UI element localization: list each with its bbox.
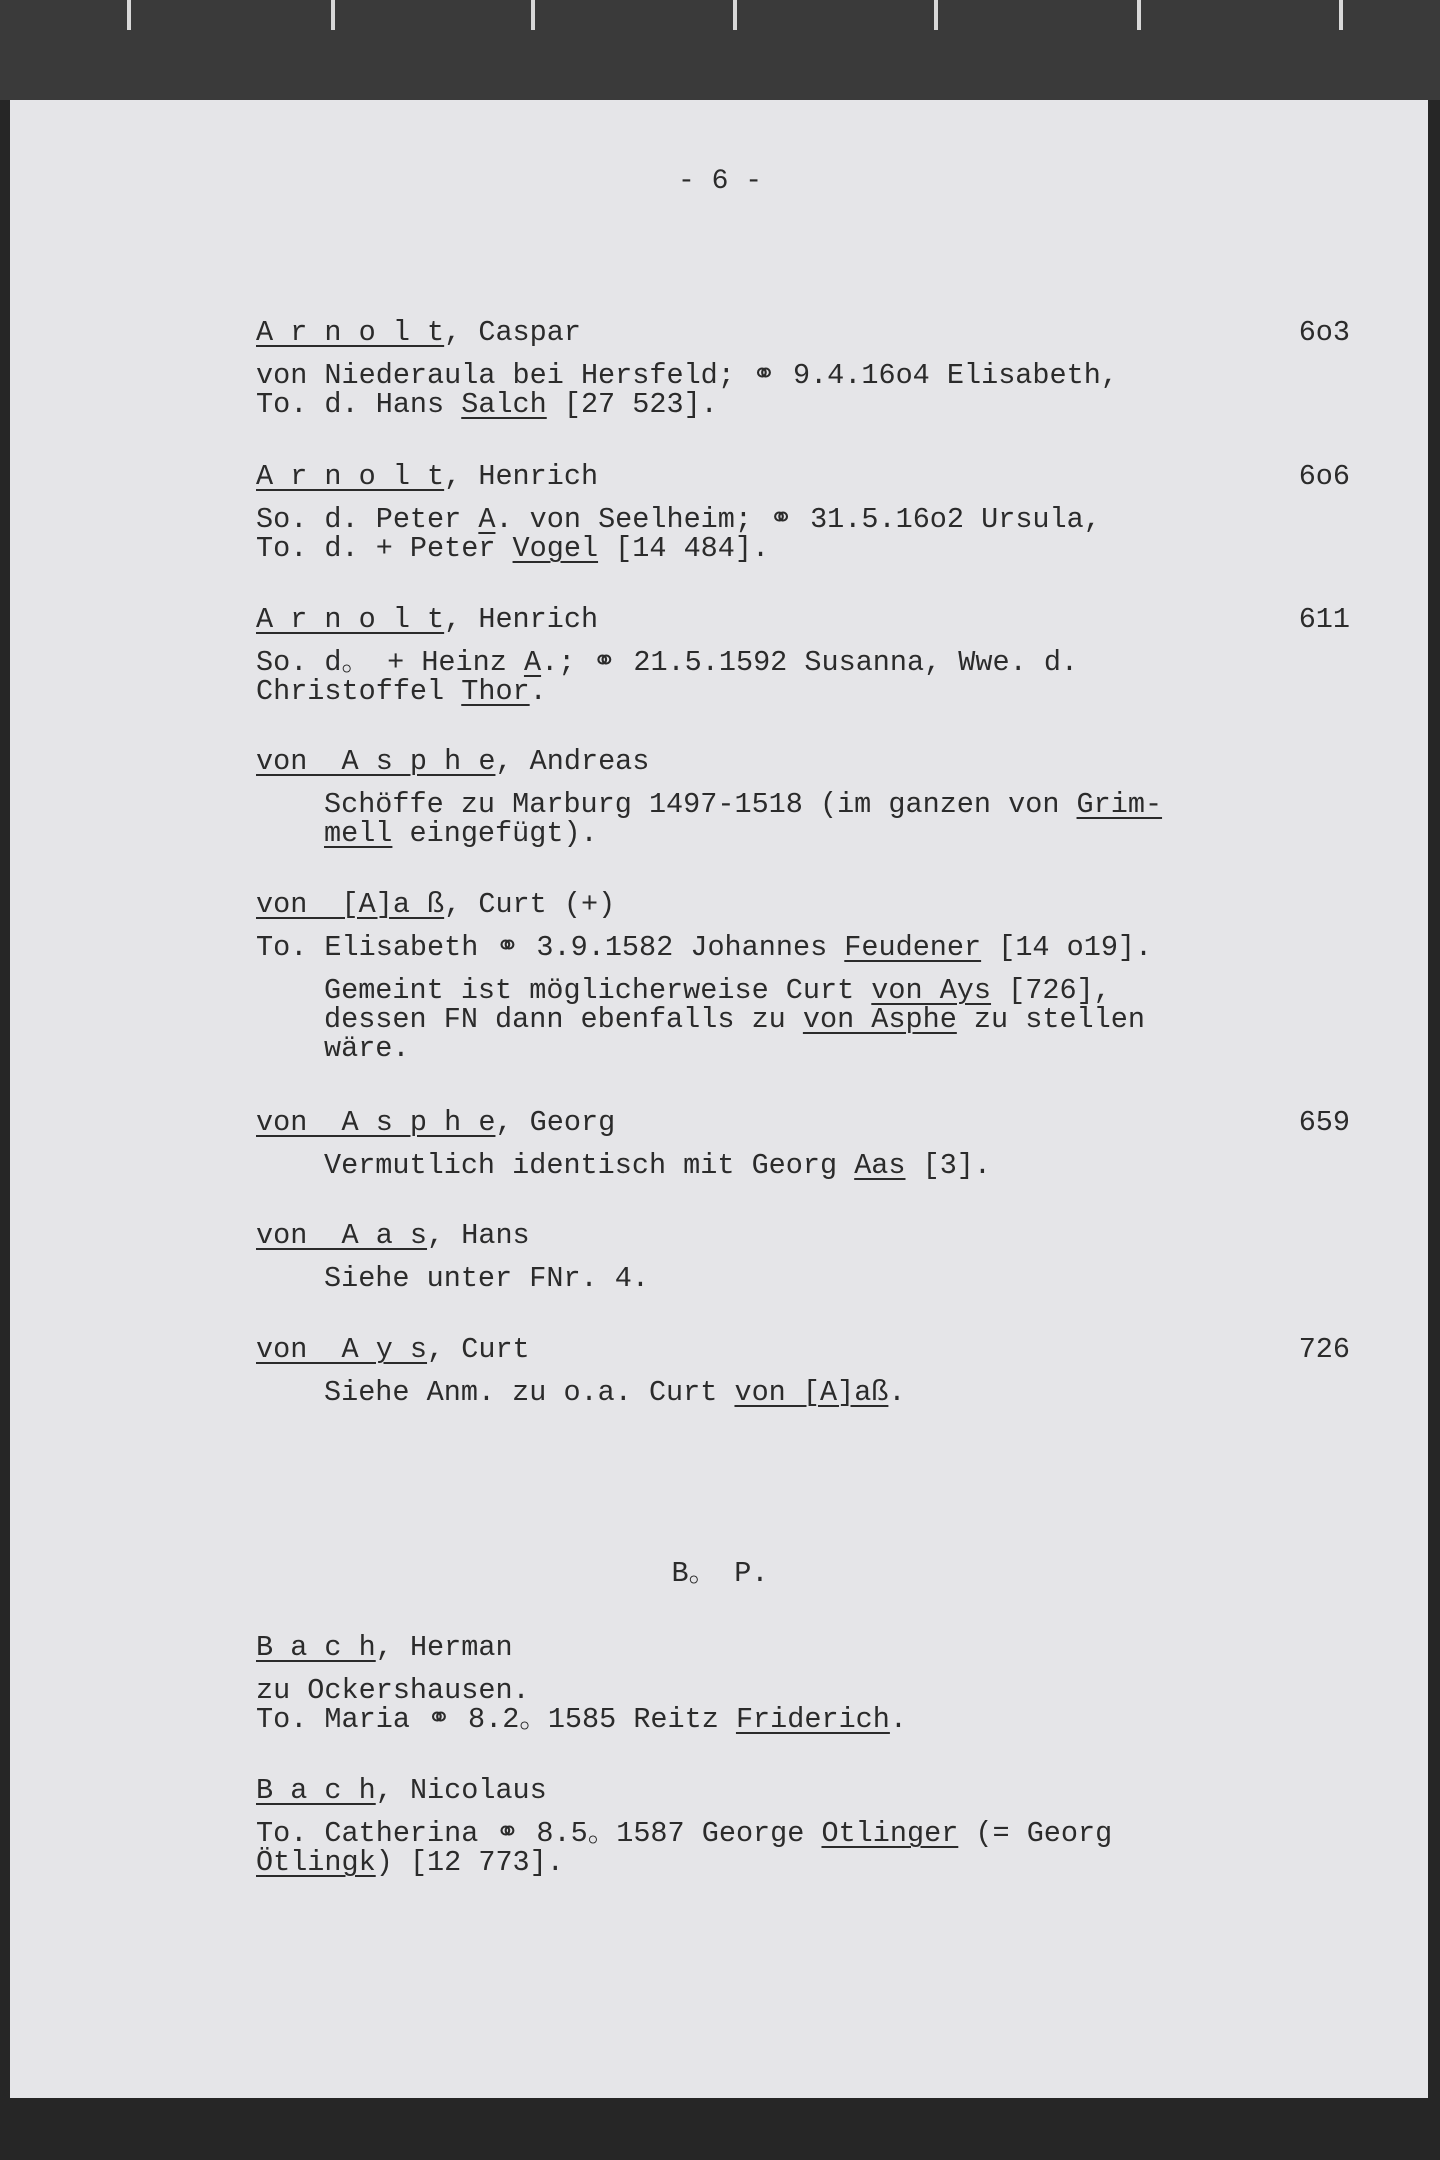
text-segment: To. d. Hans (256, 388, 462, 421)
entry (256, 462, 1356, 563)
text-segment: . (888, 1376, 906, 1409)
entry-number: 659 (1298, 1106, 1350, 1139)
text-line (256, 390, 1356, 419)
underlined-name: von A a s (256, 1219, 428, 1252)
underlined-name: B a c h (256, 1774, 376, 1807)
text-line (324, 1005, 1356, 1034)
text-segment: To. Maria ⚭ 8.2。1585 Reitz (256, 1703, 736, 1736)
underlined-name: Ötlingk (256, 1846, 376, 1879)
entry (256, 747, 1356, 848)
entry (256, 890, 1356, 1063)
text-segment: Siehe Anm. zu o.a. Curt (324, 1376, 735, 1409)
text-line (256, 1819, 1356, 1848)
entry (256, 1221, 1356, 1293)
underlined-name: Feudener (844, 931, 982, 964)
scanner-ruler-strip (0, 0, 1440, 100)
text-segment: , Hans (427, 1219, 530, 1252)
underlined-name: B a c h (256, 1631, 376, 1664)
text-segment: zu stellen (956, 1003, 1145, 1036)
entry (256, 1776, 1356, 1877)
underlined-name: A (478, 503, 496, 536)
ruler-tick (127, 0, 131, 30)
text-line (256, 933, 1356, 962)
underlined-name: von A y s (256, 1333, 428, 1366)
text-segment: [27 523]. (546, 388, 718, 421)
entry (256, 1108, 1356, 1180)
ruler-tick (934, 0, 938, 30)
page-number: - 6 - (677, 166, 762, 197)
underlined-name: Grim- (1076, 788, 1163, 821)
ruler-tick (733, 0, 737, 30)
text-segment: [3]. (905, 1149, 992, 1182)
text-segment: , Caspar (444, 316, 581, 349)
underlined-name: von A s p h e (256, 1106, 496, 1139)
text-line (256, 1676, 1356, 1705)
text-segment: , Andreas (495, 745, 650, 778)
text-segment: To. d. + Peter (256, 532, 513, 565)
text-segment: , Curt (427, 1333, 530, 1366)
underlined-name: Salch (461, 388, 547, 421)
text-segment: To. Elisabeth ⚭ 3.9.1582 Johannes (256, 931, 845, 964)
text-segment: Christoffel (256, 675, 462, 708)
ruler-tick (331, 0, 335, 30)
text-line (256, 534, 1356, 563)
entry (256, 1335, 1356, 1407)
underlined-name: Aas (854, 1149, 906, 1182)
text-segment: , Henrich (444, 460, 599, 493)
text-line (256, 1848, 1356, 1877)
text-segment: Schöffe zu Marburg 1497-1518 (im ganzen von (324, 788, 1077, 821)
entry-paragraph (256, 1151, 1356, 1180)
text-segment: [726], (991, 974, 1111, 1007)
text-segment: , Henrich (444, 603, 599, 636)
text-segment: wäre. (324, 1032, 410, 1065)
entry-paragraph (256, 976, 1356, 1063)
text-line (256, 505, 1356, 534)
text-segment: [14 o19]. (981, 931, 1153, 964)
entry-heading (256, 1335, 1356, 1364)
entry-paragraph (256, 1819, 1356, 1877)
text-segment: ) [12 773]. (375, 1846, 564, 1879)
text-segment: .; ⚭ 21.5.1592 Susanna, Wwe. d. (541, 646, 1079, 679)
underlined-name: Thor (461, 675, 530, 708)
entry (256, 318, 1356, 419)
underlined-name: von [A]aß (734, 1376, 889, 1409)
entry-paragraph (256, 1264, 1356, 1293)
ruler-tick (1339, 0, 1343, 30)
entry-heading (256, 318, 1356, 347)
text-line (324, 1151, 1356, 1180)
entry-number: 726 (1298, 1333, 1350, 1366)
text-segment: . (529, 675, 547, 708)
underlined-name: von A s p h e (256, 745, 496, 778)
entry-paragraph (256, 790, 1356, 848)
entry-paragraph (256, 933, 1356, 962)
text-line (256, 677, 1356, 706)
text-line (324, 819, 1356, 848)
entry (256, 1633, 1356, 1734)
text-segment: Vermutlich identisch mit Georg (324, 1149, 855, 1182)
text-segment: . von Seelheim; ⚭ 31.5.16o2 Ursula, (495, 503, 1101, 536)
entry-paragraph (256, 1378, 1356, 1407)
text-line (324, 1378, 1356, 1407)
entry-heading (256, 1108, 1356, 1137)
underlined-name: A r n o l t (256, 460, 445, 493)
underlined-name: Vogel (512, 532, 599, 565)
text-segment: So. d. Peter (256, 503, 479, 536)
text-segment: eingefügt). (392, 817, 598, 850)
entry-number: 6o6 (1298, 460, 1350, 493)
entry-heading (256, 462, 1356, 491)
text-segment: dessen FN dann ebenfalls zu (324, 1003, 803, 1036)
entry-heading (256, 1221, 1356, 1250)
text-segment: , Nicolaus (375, 1774, 547, 1807)
text-segment: Siehe unter FNr. 4. (324, 1262, 649, 1295)
text-line (324, 1034, 1356, 1063)
text-segment: Gemeint ist möglicherweise Curt (324, 974, 872, 1007)
text-line (256, 361, 1356, 390)
entry-paragraph (256, 648, 1356, 706)
entry-paragraph (256, 505, 1356, 563)
entry-heading (256, 890, 1356, 919)
ruler-tick (1137, 0, 1141, 30)
text-segment: So. d。 + Heinz (256, 646, 524, 679)
entry (256, 605, 1356, 706)
text-segment: [14 484]. (598, 532, 770, 565)
entry-heading (256, 747, 1356, 776)
text-segment: (= Georg (958, 1817, 1113, 1850)
entry-paragraph (256, 1676, 1356, 1734)
text-segment: von Niederaula bei Hersfeld; ⚭ 9.4.16o4 Elisabeth, (256, 359, 1118, 392)
entry-paragraph (256, 361, 1356, 419)
text-segment: , Herman (375, 1631, 513, 1664)
text-segment: . (889, 1703, 907, 1736)
entry-heading (256, 1776, 1356, 1805)
text-line (256, 648, 1356, 677)
underlined-name: von Ays (871, 974, 992, 1007)
text-segment: , Curt (+) (444, 888, 616, 921)
text-line (324, 790, 1356, 819)
underlined-name: Friderich (735, 1703, 890, 1736)
text-segment: To. Catherina ⚭ 8.5。1587 George (256, 1817, 822, 1850)
ruler-tick (531, 0, 535, 30)
text-line (256, 1705, 1356, 1734)
text-segment: , Georg (495, 1106, 616, 1139)
entry-number: 6o3 (1298, 316, 1350, 349)
underlined-name: von Asphe (802, 1003, 957, 1036)
underlined-name: A (523, 646, 542, 679)
section-heading: B。 P. (671, 1557, 769, 1590)
entry-heading (256, 1633, 1356, 1662)
entry-heading (256, 605, 1356, 634)
text-segment: zu Ockershausen. (256, 1674, 530, 1707)
entry-number: 611 (1298, 603, 1350, 636)
underlined-name: Otlinger (821, 1817, 959, 1850)
underlined-name: A r n o l t (256, 316, 445, 349)
text-line (324, 976, 1356, 1005)
underlined-name: mell (324, 817, 393, 850)
text-line (324, 1264, 1356, 1293)
underlined-name: von [A]a ß (256, 888, 445, 921)
underlined-name: A r n o l t (256, 603, 445, 636)
